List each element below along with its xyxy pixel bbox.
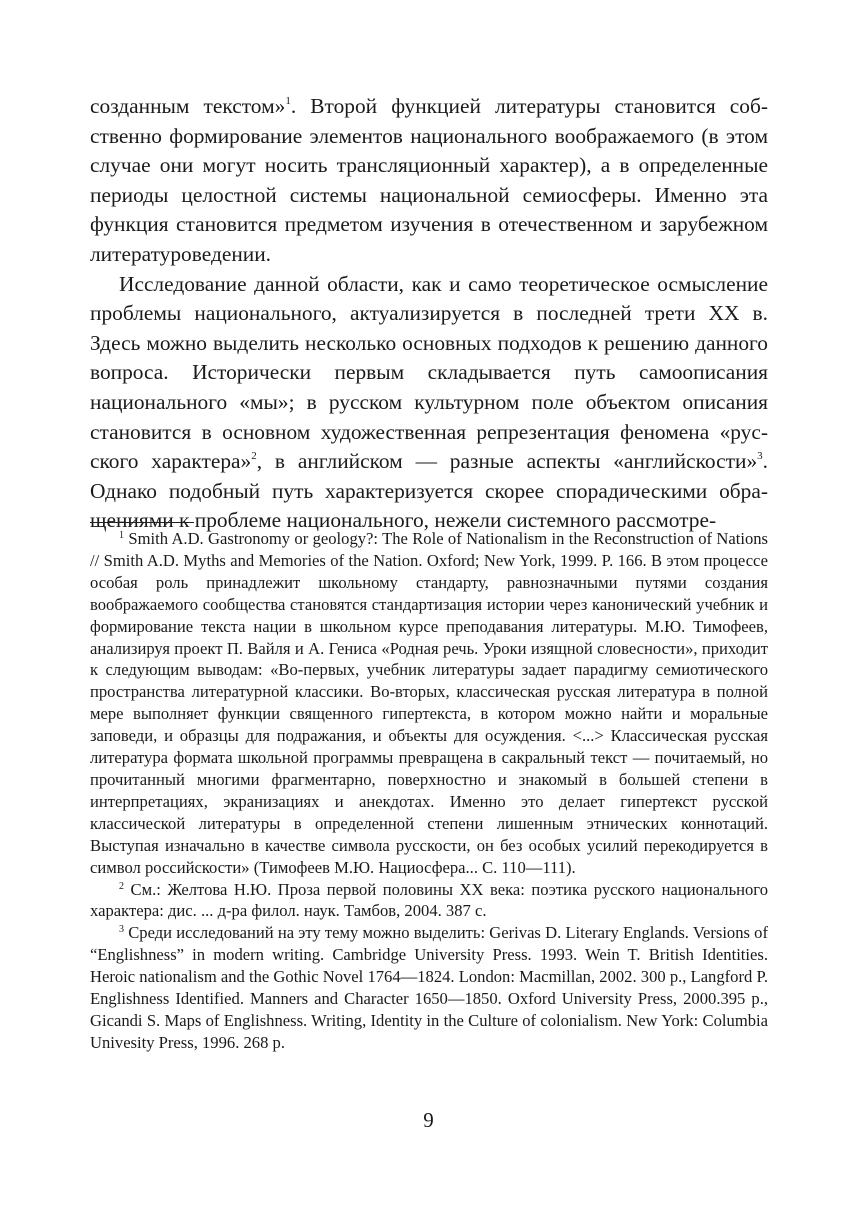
footnote-ref-1[interactable]: 1 [285, 95, 291, 107]
page-number: 9 [423, 1108, 434, 1132]
footnote-1-text: Smith A.D. Gastronomy or geology?: The Role of Nationalism in the Reconstruction of Nations // Smith A.D. Myths and Memories of the Nation. Oxford; New York, 1999. P. 166. В этом процессе особая роль принадлежит школьному стандарту, равнозначными путями создания воображаемого сообщества становятся стандартизация истории через канонический учебник и формирование текста нации в школьном курсе преподавания литературы. М.Ю. Тимофеев, анализируя проект П. Вайля и А. Гениса «Родная речь. Уроки изящной словесности», приходит к следующим выводам: «Во-первых, учебник литературы задает парадигму семиотического пространства литературной классики. Во-вторых, классическая русская литература в полной мере выполняет функции священного гипертекста, в котором можно найти и моральные заповеди, и образцы для подражания, и объекты для осуждения. <...> Классическая русская литература формата школьной программы превращена в сакральный текст — почитаемый, но прочитанный многими фрагментарно, поверхностно и знакомый в большей степени в интерпретациях, экранизациях и анекдотах. Именно это делает гипертекст русской классической литературы в определенной степени лишенным этнических коннотаций. Выступая изначально в качестве символа русскости, он без особых усилий перекодируется в символ российскости» (Тимофеев М.Ю. Нациосфера... С. 110—111). [90, 529, 768, 877]
footnote-3-text: Среди исследований на эту тему можно выделить: Gerivas D. Literary Englands. Versions of “Englishness” in modern writing. Cambridge University Press. 1993. Wein T. British Identities. Heroic nationalism and the Gothic Novel 1764—1824. London: Macmillan, 2002. 300 p., Langford P. Englishness Identified. Manners and Character 1650—1850. Oxford University Press, 2000.395 p., Gicandi S. Maps of Englishness. Writing, Identity in the Culture of colonialism. New York: Columbia Univesity Press, 1996. 268 p. [90, 923, 768, 1052]
paragraph-2-text-c: . Однако подобный путь характеризуется скорее спорадическими обращениями к проблеме национального, нежели системного рассмотре- [90, 449, 768, 533]
footnote-1 [90, 528, 768, 879]
footnote-3-number: 3 [119, 924, 124, 936]
footnote-1-number: 1 [119, 530, 124, 541]
footnote-2 [90, 879, 768, 923]
footnote-3 [90, 922, 768, 1053]
footnote-ref-2[interactable]: 2 [251, 450, 257, 463]
paragraph-2-text-b: , в английском — разные аспекты «английскости» [256, 449, 758, 474]
paragraph-1-text-a: созданным текстом» [90, 94, 286, 118]
paragraph-2 [90, 270, 768, 536]
paragraph-1-text-b: . Второй функцией литературы становится собственно формирование элементов национального воображаемого (в этом случае они могут носить трансляционный характер), а в определенные периоды целостной системы национальной семиосферы. Именно эта функция становится предметом изучения в отечественном и зарубежном литературоведении. [90, 94, 769, 266]
footnotes [90, 528, 768, 1054]
footnote-2-text: См.: Желтова Н.Ю. Проза первой половины XX века: поэтика русского национального характера: дис. ... д-ра филол. наук. Тамбов, 2004. 387 с. [90, 879, 768, 921]
paragraph-1 [90, 92, 768, 270]
footnote-2-number: 2 [119, 880, 124, 892]
paragraph-2-text-a: Исследование данной области, как и само теоретическое осмысление проблемы национального, актуализируется в последней трети XX в. Здесь можно выделить несколько основных подходов к решению данного вопроса. Исторически первым складывается путь самоописания национального «мы»; в русском культурном поле объектом описания становится в основном художественная репрезентация феномена «русского характера» [90, 271, 768, 474]
footnote-ref-3[interactable]: 3 [757, 450, 763, 463]
main-text [90, 92, 768, 536]
footnote-separator [90, 522, 194, 523]
